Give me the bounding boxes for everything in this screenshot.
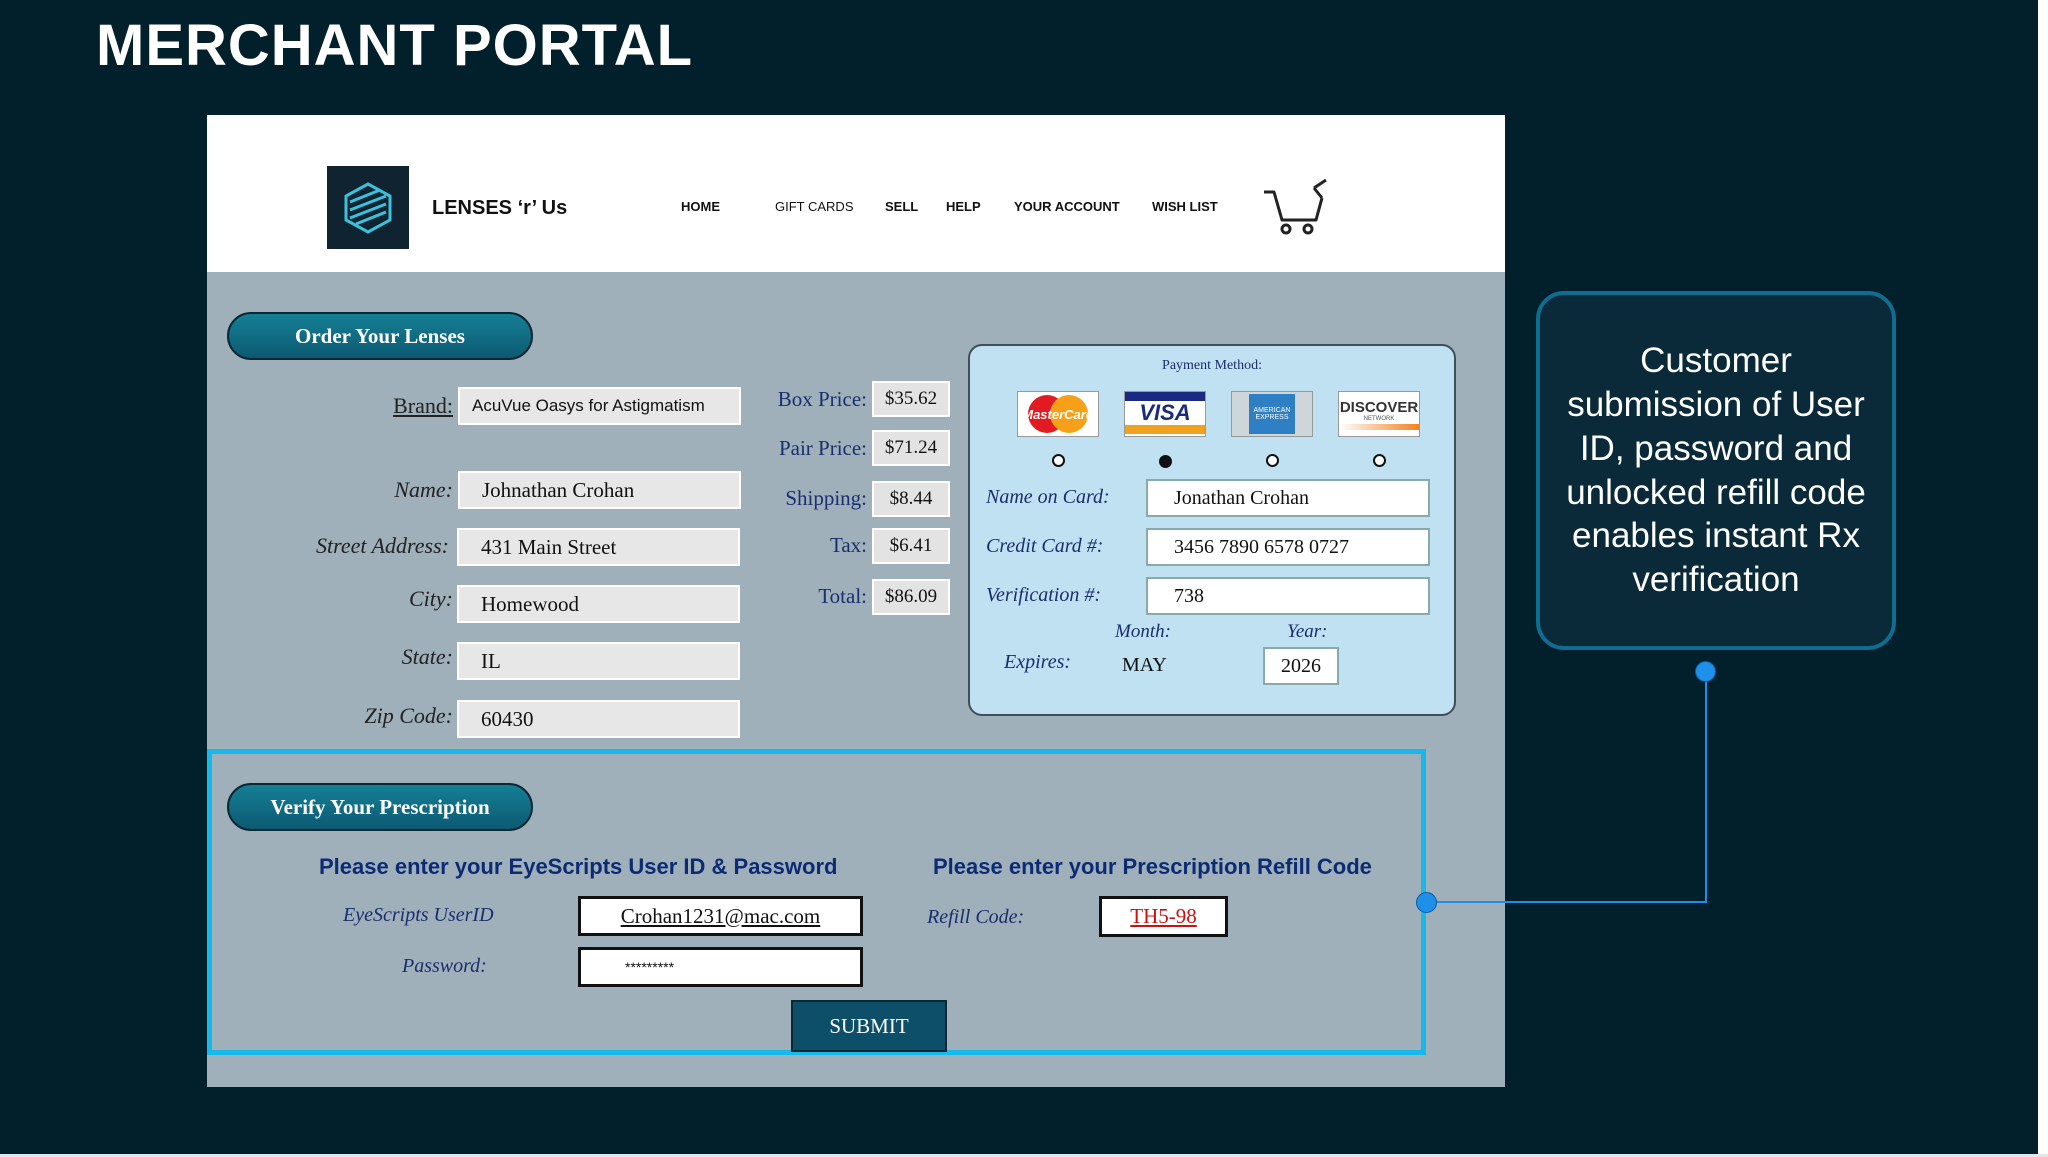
refill-heading: Please enter your Prescription Refill Code [933, 854, 1372, 879]
store-logo[interactable] [327, 166, 409, 249]
box-price-value: $35.62 [872, 381, 950, 417]
refill-code-field[interactable]: TH5-98 [1099, 896, 1228, 937]
brand-field[interactable]: AcuVue Oasys for Astigmatism [458, 387, 741, 425]
callout-dot-top [1695, 661, 1716, 682]
payment-panel [968, 344, 1456, 716]
name-on-card-label: Name on Card: [986, 486, 1110, 508]
callout-connector [1420, 660, 1720, 910]
mastercard-logo-icon[interactable] [1017, 391, 1099, 437]
expiry-month-value[interactable]: MAY [1122, 654, 1167, 676]
nav-wish-list[interactable]: WISH LIST [1152, 199, 1218, 214]
box-price-label: Box Price: [777, 387, 867, 411]
discover-radio[interactable] [1373, 454, 1386, 467]
nav-sell[interactable]: SELL [885, 199, 919, 214]
store-name: LENSES ‘r’ Us [432, 197, 568, 219]
visa-logo-icon[interactable] [1124, 391, 1206, 437]
credit-card-label: Credit Card #: [986, 535, 1104, 557]
nav-your-account[interactable]: YOUR ACCOUNT [1014, 199, 1120, 214]
merchant-portal-window [207, 115, 1505, 1087]
password-label: Password: [402, 955, 487, 977]
tax-label: Tax: [829, 533, 867, 557]
tax-value: $6.41 [872, 528, 950, 564]
mastercard-radio[interactable] [1052, 454, 1065, 467]
total-value: $86.09 [872, 579, 950, 615]
zip-label: Zip Code: [364, 703, 453, 728]
slide-edge [2038, 0, 2048, 1157]
credit-card-field[interactable]: 3456 7890 6578 0727 [1146, 528, 1430, 566]
street-label: Street Address: [316, 533, 449, 558]
name-label: Name: [394, 477, 453, 502]
eyescripts-heading: Please enter your EyeScripts User ID & Password [319, 854, 838, 879]
shipping-label: Shipping: [785, 486, 867, 510]
slide-title: MERCHANT PORTAL [96, 13, 694, 78]
refill-code-label: Refill Code: [927, 906, 1025, 928]
mastercard-text: MasterCard [1022, 407, 1094, 422]
callout-text: Customer submission of User ID, password and unlocked refill code enables instant Rx verification [1566, 341, 1866, 599]
eyescripts-userid-label: EyeScripts UserID [343, 904, 494, 926]
month-label: Month: [1115, 621, 1171, 642]
order-heading: Order Your Lenses [227, 312, 533, 360]
amex-logo-icon[interactable] [1231, 391, 1313, 437]
cube-logo-icon [340, 180, 396, 236]
verification-label: Verification #: [986, 584, 1101, 606]
payment-title: Payment Method: [1162, 358, 1262, 373]
brand-label: Brand: [393, 393, 453, 418]
visa-radio[interactable] [1159, 455, 1172, 468]
nav-help[interactable]: HELP [946, 199, 981, 214]
city-field[interactable]: Homewood [457, 585, 740, 623]
eyescripts-userid-field[interactable]: Crohan1231@mac.com [578, 896, 863, 936]
submit-button[interactable]: SUBMIT [791, 1000, 947, 1052]
visa-text: VISA [1139, 400, 1191, 425]
discover-text: DISCOVER [1339, 399, 1419, 416]
verification-field[interactable]: 738 [1146, 577, 1430, 615]
callout-box [1536, 291, 1896, 650]
nav-gift-cards[interactable]: GIFT CARDS [775, 199, 854, 214]
name-on-card-field[interactable]: Jonathan Crohan [1146, 479, 1430, 517]
shipping-value: $8.44 [872, 481, 950, 517]
verify-heading: Verify Your Prescription [227, 783, 533, 831]
pair-price-value: $71.24 [872, 430, 950, 466]
state-label: State: [401, 644, 453, 669]
expires-label: Expires: [1004, 651, 1072, 673]
name-field[interactable]: Johnathan Crohan [458, 471, 741, 509]
discover-logo-icon[interactable] [1338, 391, 1420, 437]
pair-price-label: Pair Price: [778, 436, 867, 460]
state-field[interactable]: IL [457, 642, 740, 680]
mastercard-circles-icon [1019, 393, 1097, 435]
discover-subtext: NETWORK [1363, 416, 1395, 422]
callout-dot-bottom [1416, 892, 1437, 913]
store-header [207, 115, 1505, 272]
cart-icon[interactable] [1262, 178, 1328, 236]
city-label: City: [409, 586, 453, 611]
zip-field[interactable]: 60430 [457, 700, 740, 738]
amex-text: AMERICAN EXPRESS [1249, 394, 1295, 434]
year-label: Year: [1287, 621, 1328, 642]
expiry-year-field[interactable]: 2026 [1263, 647, 1339, 685]
amex-radio[interactable] [1266, 454, 1279, 467]
street-field[interactable]: 431 Main Street [457, 528, 740, 566]
nav-home[interactable]: HOME [681, 199, 720, 214]
password-field[interactable]: ********* [578, 947, 863, 987]
total-label: Total: [818, 584, 867, 608]
